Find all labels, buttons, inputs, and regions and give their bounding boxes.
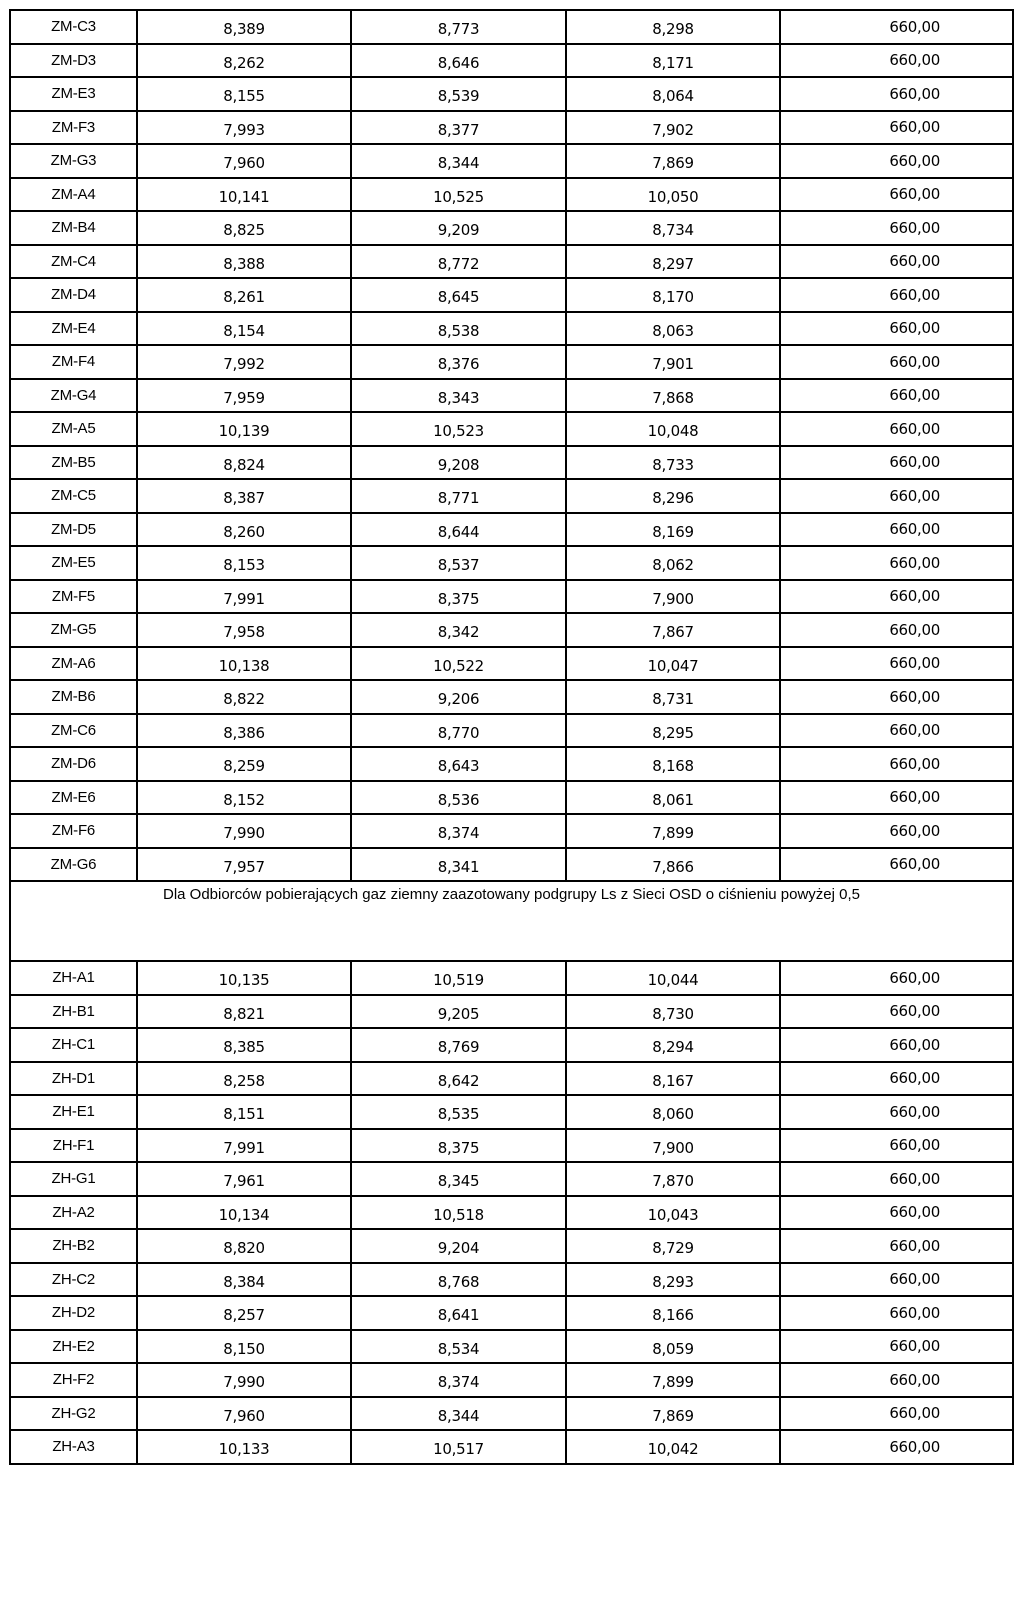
- tariff-code-cell: ZM-A4: [10, 178, 137, 212]
- table-row: [10, 1196, 1013, 1230]
- fee-cell: 660,00: [780, 379, 1013, 413]
- tariff-code-cell: ZM-C4: [10, 245, 137, 279]
- rate-cell: 8,374: [351, 1363, 566, 1397]
- rate-cell: 7,991: [137, 1129, 351, 1163]
- table-row: [10, 647, 1013, 681]
- rate-cell: 10,044: [566, 961, 780, 995]
- tariff-code-cell: ZM-E6: [10, 781, 137, 815]
- rate-cell: 8,166: [566, 1296, 780, 1330]
- rate-cell: 10,134: [137, 1196, 351, 1230]
- tariff-code-cell: ZM-D4: [10, 278, 137, 312]
- fee-cell: 660,00: [780, 278, 1013, 312]
- rate-cell: 8,297: [566, 245, 780, 279]
- fee-cell: 660,00: [780, 1162, 1013, 1196]
- rate-cell: 8,341: [351, 848, 566, 882]
- rate-cell: 8,293: [566, 1263, 780, 1297]
- tariff-code-cell: ZM-E3: [10, 77, 137, 111]
- tariff-code-cell: ZH-C2: [10, 1263, 137, 1297]
- rate-cell: 8,344: [351, 1397, 566, 1431]
- rate-cell: 8,825: [137, 211, 351, 245]
- tariff-code-cell: ZH-E1: [10, 1095, 137, 1129]
- rate-cell: 9,208: [351, 446, 566, 480]
- fee-cell: 660,00: [780, 848, 1013, 882]
- rate-cell: 8,771: [351, 479, 566, 513]
- table-row: [10, 345, 1013, 379]
- rate-cell: 8,296: [566, 479, 780, 513]
- table-row: [10, 613, 1013, 647]
- tariff-code-cell: ZM-D3: [10, 44, 137, 78]
- rate-cell: 8,064: [566, 77, 780, 111]
- rate-cell: 7,957: [137, 848, 351, 882]
- fee-cell: 660,00: [780, 814, 1013, 848]
- table-row: [10, 513, 1013, 547]
- rate-cell: 7,869: [566, 144, 780, 178]
- tariff-code-cell: ZM-G6: [10, 848, 137, 882]
- fee-cell: 660,00: [780, 345, 1013, 379]
- tariff-code-cell: ZH-G1: [10, 1162, 137, 1196]
- rate-cell: 8,171: [566, 44, 780, 78]
- fee-cell: 660,00: [780, 77, 1013, 111]
- rate-cell: 8,257: [137, 1296, 351, 1330]
- section-heading: Dla Odbiorców pobierających gaz ziemny zaazotowany podgrupy Ls z Sieci OSD o ciśnieniu powyżej 0,5: [10, 881, 1013, 961]
- rate-cell: 8,344: [351, 144, 566, 178]
- table-row: [10, 446, 1013, 480]
- rate-cell: 8,295: [566, 714, 780, 748]
- rate-cell: 8,644: [351, 513, 566, 547]
- fee-cell: 660,00: [780, 1196, 1013, 1230]
- rate-cell: 9,206: [351, 680, 566, 714]
- tariff-code-cell: ZH-F2: [10, 1363, 137, 1397]
- fee-cell: 660,00: [780, 546, 1013, 580]
- zh-rows: [10, 961, 1013, 1464]
- rate-cell: 8,537: [351, 546, 566, 580]
- rate-cell: 7,991: [137, 580, 351, 614]
- tariff-code-cell: ZM-B4: [10, 211, 137, 245]
- rate-cell: 8,731: [566, 680, 780, 714]
- rate-cell: 7,870: [566, 1162, 780, 1196]
- table-row: [10, 714, 1013, 748]
- tariff-code-cell: ZH-C1: [10, 1028, 137, 1062]
- rate-cell: 10,517: [351, 1430, 566, 1464]
- rate-cell: 8,151: [137, 1095, 351, 1129]
- rate-cell: 9,204: [351, 1229, 566, 1263]
- fee-cell: 660,00: [780, 714, 1013, 748]
- table-row: [10, 1095, 1013, 1129]
- rate-cell: 7,960: [137, 144, 351, 178]
- rate-cell: 7,992: [137, 345, 351, 379]
- table-row: [10, 961, 1013, 995]
- fee-cell: 660,00: [780, 580, 1013, 614]
- rate-cell: 8,150: [137, 1330, 351, 1364]
- rate-cell: 7,868: [566, 379, 780, 413]
- table-row: [10, 580, 1013, 614]
- table-row: [10, 814, 1013, 848]
- tariff-code-cell: ZH-A2: [10, 1196, 137, 1230]
- table-row: [10, 1162, 1013, 1196]
- rate-cell: 8,060: [566, 1095, 780, 1129]
- fee-cell: 660,00: [780, 1028, 1013, 1062]
- fee-cell: 660,00: [780, 781, 1013, 815]
- fee-cell: 660,00: [780, 1095, 1013, 1129]
- table-row: [10, 680, 1013, 714]
- rate-cell: 8,535: [351, 1095, 566, 1129]
- rate-cell: 8,062: [566, 546, 780, 580]
- rate-cell: 8,384: [137, 1263, 351, 1297]
- tariff-code-cell: ZH-B1: [10, 995, 137, 1029]
- rate-cell: 8,821: [137, 995, 351, 1029]
- rate-cell: 7,990: [137, 1363, 351, 1397]
- fee-cell: 660,00: [780, 479, 1013, 513]
- rate-cell: 10,048: [566, 412, 780, 446]
- tariff-code-cell: ZH-F1: [10, 1129, 137, 1163]
- tariff-code-cell: ZH-A3: [10, 1430, 137, 1464]
- rate-cell: 8,168: [566, 747, 780, 781]
- table-row: [10, 1430, 1013, 1464]
- rate-cell: 10,518: [351, 1196, 566, 1230]
- tariff-code-cell: ZH-G2: [10, 1397, 137, 1431]
- fee-cell: 660,00: [780, 1296, 1013, 1330]
- rate-cell: 8,768: [351, 1263, 566, 1297]
- fee-cell: 660,00: [780, 680, 1013, 714]
- tariff-code-cell: ZM-G4: [10, 379, 137, 413]
- tariff-code-cell: ZM-C3: [10, 10, 137, 44]
- tariff-code-cell: ZM-D5: [10, 513, 137, 547]
- rate-cell: 8,259: [137, 747, 351, 781]
- rate-cell: 8,536: [351, 781, 566, 815]
- tariff-code-cell: ZM-G5: [10, 613, 137, 647]
- tariff-code-cell: ZH-B2: [10, 1229, 137, 1263]
- fee-cell: 660,00: [780, 513, 1013, 547]
- table-row: [10, 1296, 1013, 1330]
- table-row: [10, 781, 1013, 815]
- rate-cell: 8,772: [351, 245, 566, 279]
- tariff-table: [9, 9, 1014, 1465]
- rate-cell: 9,209: [351, 211, 566, 245]
- tariff-code-cell: ZM-B6: [10, 680, 137, 714]
- fee-cell: 660,00: [780, 1397, 1013, 1431]
- rate-cell: 8,262: [137, 44, 351, 78]
- table-row: [10, 312, 1013, 346]
- table-row: [10, 848, 1013, 882]
- table-row: [10, 747, 1013, 781]
- table-row: [10, 1229, 1013, 1263]
- rate-cell: 10,519: [351, 961, 566, 995]
- fee-cell: 660,00: [780, 1430, 1013, 1464]
- rate-cell: 8,374: [351, 814, 566, 848]
- rate-cell: 8,385: [137, 1028, 351, 1062]
- rate-cell: 8,534: [351, 1330, 566, 1364]
- table-row: [10, 245, 1013, 279]
- table-row: [10, 77, 1013, 111]
- fee-cell: 660,00: [780, 446, 1013, 480]
- rate-cell: 7,902: [566, 111, 780, 145]
- table-row: [10, 1330, 1013, 1364]
- zm-rows: [10, 10, 1013, 881]
- table-row: [10, 1363, 1013, 1397]
- rate-cell: 8,642: [351, 1062, 566, 1096]
- tariff-code-cell: ZM-A6: [10, 647, 137, 681]
- rate-cell: 8,258: [137, 1062, 351, 1096]
- table-row: [10, 111, 1013, 145]
- tariff-code-cell: ZH-E2: [10, 1330, 137, 1364]
- rate-cell: 8,260: [137, 513, 351, 547]
- rate-cell: 8,152: [137, 781, 351, 815]
- tariff-code-cell: ZH-D1: [10, 1062, 137, 1096]
- rate-cell: 8,643: [351, 747, 566, 781]
- fee-cell: 660,00: [780, 995, 1013, 1029]
- rate-cell: 8,059: [566, 1330, 780, 1364]
- table-row: [10, 1263, 1013, 1297]
- fee-cell: 660,00: [780, 412, 1013, 446]
- fee-cell: 660,00: [780, 961, 1013, 995]
- rate-cell: 7,993: [137, 111, 351, 145]
- rate-cell: 10,523: [351, 412, 566, 446]
- rate-cell: 8,641: [351, 1296, 566, 1330]
- fee-cell: 660,00: [780, 10, 1013, 44]
- tariff-code-cell: ZM-F4: [10, 345, 137, 379]
- tariff-code-cell: ZM-D6: [10, 747, 137, 781]
- fee-cell: 660,00: [780, 1129, 1013, 1163]
- rate-cell: 10,522: [351, 647, 566, 681]
- rate-cell: 8,820: [137, 1229, 351, 1263]
- table-row: [10, 10, 1013, 44]
- table-row: [10, 1028, 1013, 1062]
- table-row: [10, 1062, 1013, 1096]
- table-row: [10, 479, 1013, 513]
- rate-cell: 7,959: [137, 379, 351, 413]
- table-row: [10, 178, 1013, 212]
- rate-cell: 8,154: [137, 312, 351, 346]
- fee-cell: 660,00: [780, 1330, 1013, 1364]
- rate-cell: 10,047: [566, 647, 780, 681]
- rate-cell: 8,539: [351, 77, 566, 111]
- rate-cell: 9,205: [351, 995, 566, 1029]
- tariff-code-cell: ZM-G3: [10, 144, 137, 178]
- rate-cell: 7,958: [137, 613, 351, 647]
- rate-cell: 8,294: [566, 1028, 780, 1062]
- fee-cell: 660,00: [780, 647, 1013, 681]
- rate-cell: 10,050: [566, 178, 780, 212]
- rate-cell: 7,900: [566, 580, 780, 614]
- rate-cell: 7,900: [566, 1129, 780, 1163]
- rate-cell: 8,730: [566, 995, 780, 1029]
- rate-cell: 7,990: [137, 814, 351, 848]
- tariff-code-cell: ZM-F5: [10, 580, 137, 614]
- rate-cell: 7,866: [566, 848, 780, 882]
- rate-cell: 8,343: [351, 379, 566, 413]
- rate-cell: 8,389: [137, 10, 351, 44]
- table-row: [10, 995, 1013, 1029]
- rate-cell: 8,729: [566, 1229, 780, 1263]
- tariff-code-cell: ZM-C5: [10, 479, 137, 513]
- rate-cell: 8,770: [351, 714, 566, 748]
- rate-cell: 8,061: [566, 781, 780, 815]
- rate-cell: 8,155: [137, 77, 351, 111]
- fee-cell: 660,00: [780, 747, 1013, 781]
- table-row: [10, 379, 1013, 413]
- rate-cell: 8,538: [351, 312, 566, 346]
- rate-cell: 8,170: [566, 278, 780, 312]
- fee-cell: 660,00: [780, 111, 1013, 145]
- rate-cell: 10,135: [137, 961, 351, 995]
- table-row: [10, 546, 1013, 580]
- rate-cell: 7,867: [566, 613, 780, 647]
- rate-cell: 8,261: [137, 278, 351, 312]
- table-row: [10, 144, 1013, 178]
- tariff-code-cell: ZH-A1: [10, 961, 137, 995]
- rate-cell: 8,167: [566, 1062, 780, 1096]
- rate-cell: 8,063: [566, 312, 780, 346]
- rate-cell: 8,377: [351, 111, 566, 145]
- rate-cell: 7,899: [566, 1363, 780, 1397]
- rate-cell: 10,141: [137, 178, 351, 212]
- table-row: [10, 278, 1013, 312]
- tariff-code-cell: ZM-A5: [10, 412, 137, 446]
- rate-cell: 8,169: [566, 513, 780, 547]
- rate-cell: 7,899: [566, 814, 780, 848]
- rate-cell: 7,961: [137, 1162, 351, 1196]
- rate-cell: 8,645: [351, 278, 566, 312]
- rate-cell: 8,388: [137, 245, 351, 279]
- fee-cell: 660,00: [780, 613, 1013, 647]
- fee-cell: 660,00: [780, 312, 1013, 346]
- rate-cell: 10,139: [137, 412, 351, 446]
- rate-cell: 8,298: [566, 10, 780, 44]
- rate-cell: 8,153: [137, 546, 351, 580]
- section-heading-row: [10, 881, 1013, 961]
- rate-cell: 10,525: [351, 178, 566, 212]
- tariff-code-cell: ZM-E4: [10, 312, 137, 346]
- fee-cell: 660,00: [780, 211, 1013, 245]
- fee-cell: 660,00: [780, 1229, 1013, 1263]
- rate-cell: 8,733: [566, 446, 780, 480]
- fee-cell: 660,00: [780, 1263, 1013, 1297]
- rate-cell: 10,042: [566, 1430, 780, 1464]
- rate-cell: 10,133: [137, 1430, 351, 1464]
- rate-cell: 7,960: [137, 1397, 351, 1431]
- rate-cell: 8,375: [351, 580, 566, 614]
- rate-cell: 7,901: [566, 345, 780, 379]
- fee-cell: 660,00: [780, 1363, 1013, 1397]
- tariff-code-cell: ZM-E5: [10, 546, 137, 580]
- tariff-code-cell: ZH-D2: [10, 1296, 137, 1330]
- table-row: [10, 1129, 1013, 1163]
- rate-cell: 10,138: [137, 647, 351, 681]
- rate-cell: 7,869: [566, 1397, 780, 1431]
- rate-cell: 8,376: [351, 345, 566, 379]
- rate-cell: 8,824: [137, 446, 351, 480]
- fee-cell: 660,00: [780, 44, 1013, 78]
- rate-cell: 8,375: [351, 1129, 566, 1163]
- fee-cell: 660,00: [780, 144, 1013, 178]
- rate-cell: 8,734: [566, 211, 780, 245]
- rate-cell: 8,342: [351, 613, 566, 647]
- fee-cell: 660,00: [780, 245, 1013, 279]
- rate-cell: 8,822: [137, 680, 351, 714]
- rate-cell: 8,773: [351, 10, 566, 44]
- rate-cell: 8,345: [351, 1162, 566, 1196]
- table-row: [10, 412, 1013, 446]
- tariff-code-cell: ZM-F3: [10, 111, 137, 145]
- tariff-code-cell: ZM-F6: [10, 814, 137, 848]
- fee-cell: 660,00: [780, 1062, 1013, 1096]
- rate-cell: 8,387: [137, 479, 351, 513]
- tariff-code-cell: ZM-C6: [10, 714, 137, 748]
- rate-cell: 8,769: [351, 1028, 566, 1062]
- rate-cell: 8,386: [137, 714, 351, 748]
- fee-cell: 660,00: [780, 178, 1013, 212]
- rate-cell: 8,646: [351, 44, 566, 78]
- rate-cell: 10,043: [566, 1196, 780, 1230]
- table-row: [10, 211, 1013, 245]
- table-row: [10, 1397, 1013, 1431]
- table-row: [10, 44, 1013, 78]
- tariff-code-cell: ZM-B5: [10, 446, 137, 480]
